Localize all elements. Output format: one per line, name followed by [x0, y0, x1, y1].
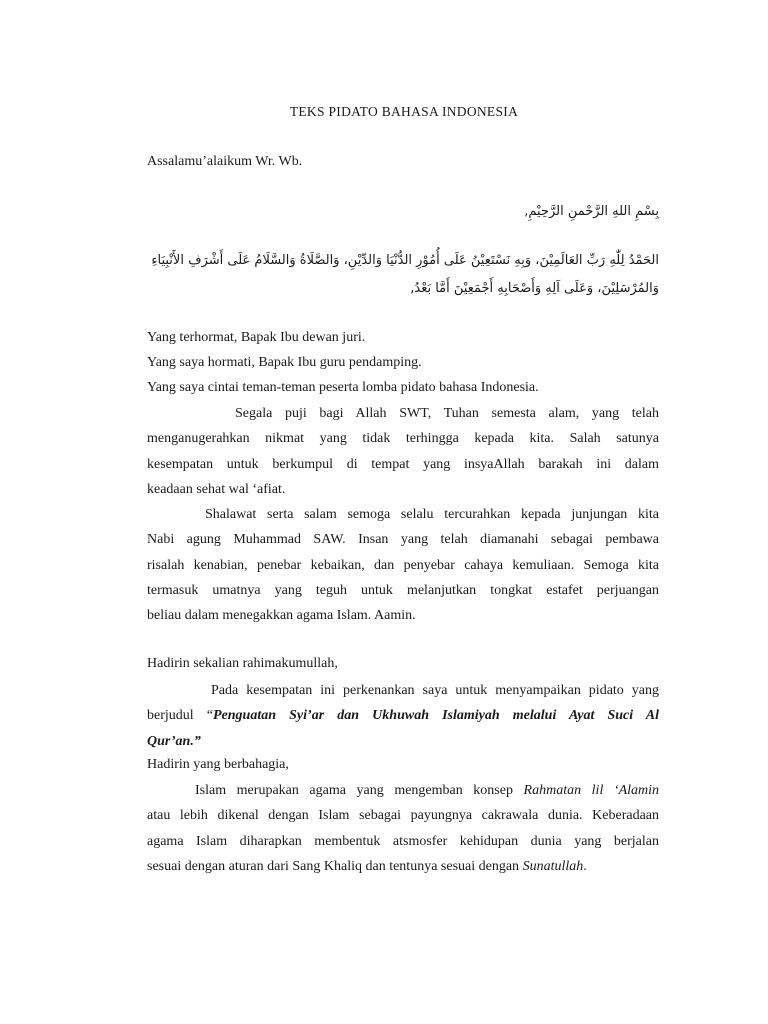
- paragraph-line: risalah kenabian, penebar kebaikan, dan penyebar cahaya kemuliaan. Semoga kita: [147, 557, 659, 573]
- paragraph-line: kesempatan untuk berkumpul di tempat yang insyaAllah barakah ini dalam: [147, 456, 659, 472]
- arabic-line-1: الحَمْدُ لِلّٰهِ رَبِّ العَالَمِيْنَ، وَبِهِ نَسْتَعِيْنُ عَلَى أُمُوْرِ الدُّنْيَا وَالدِّيْنِ، وَالصَّلَاةُ وَالسَّلَامُ عَلَى أَشْرَفِ الأَنْبِيَاءِ: [151, 253, 659, 268]
- paragraph-title-intro: [147, 678, 659, 754]
- paragraph-praise: [147, 401, 659, 502]
- text-suffix: .: [583, 858, 587, 874]
- paragraph-line: agama Islam diharapkan membentuk atsmosfer kehidupan dunia yang berjalan: [147, 833, 659, 849]
- paragraph-line: Nabi agung Muhammad SAW. Insan yang telah diamanahi sebagai pembawa: [147, 532, 659, 548]
- paragraph-islam: [147, 778, 659, 879]
- paragraph-line: atau lebih dikenal dengan Islam sebagai payungnya cakrawala dunia. Keberadaan: [147, 808, 659, 824]
- paragraph-line: keadaan sehat wal ‘afiat.: [147, 481, 286, 497]
- arabic-basmalah: بِسْمِ اللهِ الرَّحْمنِ الرَّحِيْمِ,: [524, 204, 659, 219]
- text-prefix: Islam merupakan agama yang mengemban konsep: [195, 783, 524, 798]
- salutation-teachers: Yang saya hormati, Bapak Ibu guru pendamping.: [147, 355, 422, 370]
- salutation-jury: Yang terhormat, Bapak Ibu dewan juri.: [147, 330, 366, 345]
- paragraph-shalawat: [147, 502, 659, 628]
- speech-title-end: Qur’an.”: [147, 733, 201, 749]
- salutation-participants: Yang saya cintai teman-teman peserta lomba pidato bahasa Indonesia.: [147, 380, 539, 395]
- speech-title: Penguatan Syi’ar dan Ukhuwah Islamiyah melalui Ayat Suci Al: [213, 708, 659, 724]
- hadirin-heading-2: Hadirin yang berbahagia,: [147, 757, 289, 772]
- text-prefix: sesuai dengan aturan dari Sang Khaliq dan tentunya sesuai dengan: [147, 858, 523, 874]
- paragraph-line: [147, 703, 659, 728]
- text-prefix: berjudul “: [147, 708, 213, 724]
- paragraph-line: termasuk umatnya yang teguh untuk melanjutkan tongkat estafet perjuangan: [147, 582, 659, 598]
- italic-term: Rahmatan lil ‘Alamin: [523, 783, 660, 798]
- paragraph-line: menganugerahkan nikmat yang tidak terhingga kepada kita. Salah satunya: [147, 431, 659, 447]
- paragraph-line: [147, 854, 659, 879]
- paragraph-line: beliau dalam menegakkan agama Islam. Aamin.: [147, 608, 416, 624]
- document-title: TEKS PIDATO BAHASA INDONESIA: [289, 104, 519, 119]
- paragraph-line: [147, 778, 659, 803]
- hadirin-heading-1: Hadirin sekalian rahimakumullah,: [147, 656, 338, 671]
- paragraph-line: Shalawat serta salam semoga selalu tercurahkan kepada junjungan kita: [205, 507, 659, 522]
- italic-term: Sunatullah: [522, 858, 584, 874]
- greeting: Assalamu’alaikum Wr. Wb.: [147, 154, 303, 169]
- paragraph-line: Segala puji bagi Allah SWT, Tuhan semesta alam, yang telah: [235, 406, 659, 421]
- arabic-line-2: وَالمُرْسَلِيْنَ، وَعَلَى آلِهِ وَأَصْحَابِهِ أَجْمَعِيْنَ أَمَّا بَعْدُ,: [410, 281, 659, 296]
- paragraph-line: Pada kesempatan ini perkenankan saya untuk menyampaikan pidato yang: [211, 683, 659, 698]
